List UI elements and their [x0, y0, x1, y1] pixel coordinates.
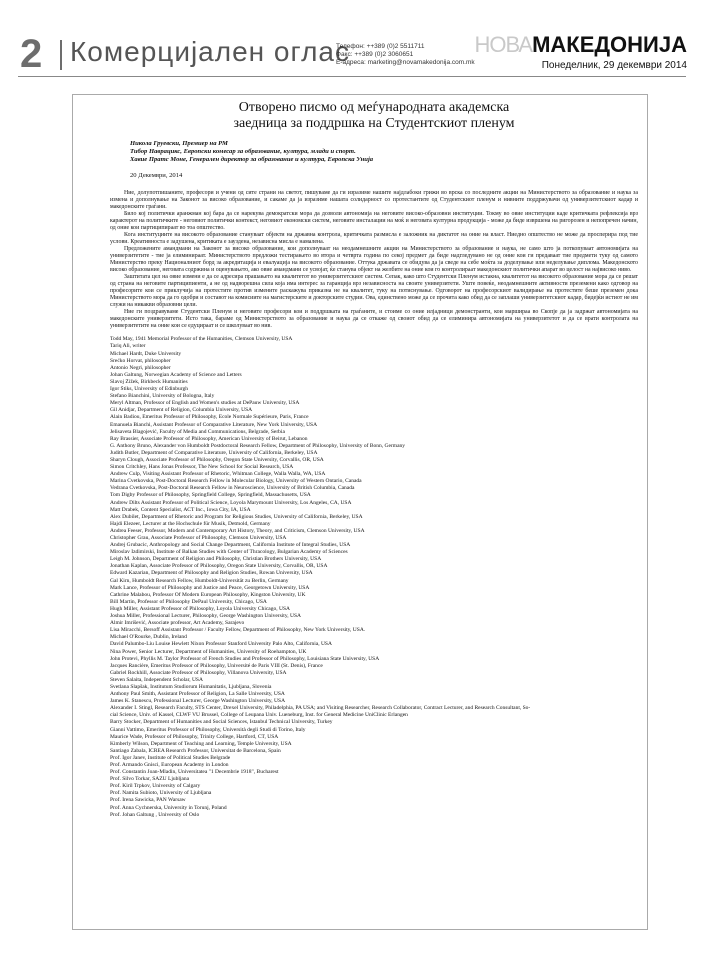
- letter-date: 20 Декември, 2014: [130, 172, 183, 180]
- newspaper-header: [0, 0, 703, 80]
- signatory: Jacques Rancière, Emeritus Professor of Philosophy, Université de Paris VIII (St. Denis), France: [110, 662, 323, 669]
- signatory: Alexander I. Stingl, Research Faculty, STS Center, Drexel University, Philadelphia, PA USA; and Visiting Researcher, Research Collaborator, Contract Lecturer, and Research Consultant, So-: [110, 705, 531, 712]
- signatory: Todd May, 1941 Memorial Professor of the Humanities, Clemson University, USA: [110, 336, 293, 343]
- contact-email: Е-адреса: marketing@novamakedonija.com.mk: [336, 59, 475, 66]
- signatory: Emanuela Bianchi, Assistant Professor of Comparative Literature, New York University, USA: [110, 421, 318, 428]
- signatory: John Protevi, Phyllis M. Taylor Professor of French Studies and Professor of Philosophy, Louisiana State University, USA: [110, 655, 380, 662]
- signatory: Andrej Grubacic, Anthropology and Social Change Department, California Institute of Integral Studies, USA: [110, 542, 351, 549]
- signatory: Alain Badiou, Emeritus Professor of Philosophy, Ecole Normale Supérieure, Paris, France: [110, 414, 309, 421]
- signatory: Barry Stocker, Department of Humanities and Social Sciences, Istanbul Technical University, Turkey: [110, 719, 333, 726]
- letter-title-line2: заедница за поддршка на Студентскиот пленум: [233, 116, 515, 131]
- signatory: Edward Kazarian, Department of Philosophy and Religion Studies, Rowan University, USA: [110, 570, 313, 577]
- addressee: Хавие Пратс Моне, Генерален директор за образование и култура, Европска Унија: [130, 155, 374, 163]
- signatory: Santiago Zabala, ICREA Research Professor, Universitat de Barcelona, Spain: [110, 747, 281, 754]
- signatory: Meryl Altman, Professor of English and Women's studies at DePauw University, USA: [110, 400, 300, 407]
- signatory: Simon Critchley, Hans Jonas Professor, The New School for Social Research, USA: [110, 464, 294, 471]
- header-rule: [18, 76, 686, 77]
- signatory: Igor Štiks, University of Edinburgh: [110, 386, 188, 393]
- signatory: Gabriel Rockhill, Associate Professor of Philosophy, Villanova University, USA: [110, 669, 287, 676]
- signatory: Andrew Culp, Visiting Assistant Professor of Rhetoric, Whitman College, Walla Walla, WA, USA: [110, 471, 326, 478]
- contact-fax: Факс: ++389 (0)2 3060651: [336, 51, 414, 58]
- signatory-list: [110, 336, 638, 818]
- letter-title: [110, 100, 638, 132]
- signatory: Cathrine Malabou, Professor Of Modern European Philosophy, Kingston University, UK: [110, 591, 306, 598]
- signatory: Johan Galtung, Norwegian Academy of Science and Letters: [110, 371, 242, 378]
- signatory: Hajdi Elezeer, Lecturer at the Hochschule für Musik, Detmold, Germany: [110, 520, 271, 527]
- signatory: Anthony Paul Smith, Assistant Professor of Religion, La Salle University, USA: [110, 691, 285, 698]
- signatory: Prof. Namita Subioto, University of Ljubljana: [110, 790, 212, 797]
- letter-paragraph: Ние, долупотпишаните, професори и учени од сите страни на светот, пишуваме да ги изразиме нашите најдлабоки грижи во врска со последните акции на Министерството за образование и наука за измена и дополнување на Законот за високо образование, и сакаме да ја изразиме нашата солидарност со протестантите од Студентскиот пленум и нивните поддржувачи од универзитетскиот кадар и македонските граѓани.: [110, 190, 638, 211]
- signatory: Michael O'Rourke, Dublin, Ireland: [110, 634, 187, 641]
- signatory: Andrea Feeser, Professor, Modern and Contemporary Art History, Theory, and Criticism, Clemson University, USA: [110, 527, 365, 534]
- signatory: Miroslav Izdimirski, Institute of Balkan Studies with Center of Thracology, Bulgarian Academy of Sciences: [110, 549, 348, 556]
- letter-paragraph: Кога институциите на високото образование стануваат објекти на државна контрола, критичката размисла е заложник на диктатот на оние на власт. Ниедно општество не може да просперира под тие услови. Креативноста е задушена, критиката е зауздена, независна мисла е намалена.: [110, 232, 638, 246]
- signatory: Prof. Silvo Torkar, SAZU Ljubljana: [110, 776, 190, 783]
- signatory: Michael Hardt, Duke University: [110, 350, 182, 357]
- signatory: Hugh Miller, Assistant Professor of Philosophy, Loyola University Chicago, USA: [110, 605, 290, 612]
- signatory: Prof. Johan Galtung , University of Oslo: [110, 811, 200, 818]
- signatory: Bill Martin, Professor of Philosophy DePaul University, Chicago, USA: [110, 598, 267, 605]
- signatory: Ray Brassier, Associate Professor of Philosophy, American University of Beirut, Lebanon: [110, 435, 308, 442]
- letter-paragraph: Ние ги поздравуваме Студентски Пленум и неговите професори кои и поддршката на граѓаните, и стоиме со оние илјадници демонстранти, кои маршираа во Скопје да ја задржат автономијата на македонските универзитети. Исто така, бараме од Министерството за образование и наука да се откаже од своиот обид да се елиминира автономијата на универзитетот и да се врати контролата на универзитетите на оние кои се едуцираат и се школуваат во нив.: [110, 309, 638, 330]
- signatory: David Palumbo-Liu Louise Hewlett Nixon Professor Stanford University Palo Alto, California, USA: [110, 641, 332, 648]
- signatory: Matt Drabek, Content Specialist, ACT Inc., Iowa City, IA, USA: [110, 506, 251, 513]
- issue-date: Понеделник, 29 декември 2014: [541, 60, 687, 71]
- signatory: Almir Imrišević, Associate professor, Art Academy, Sarajevo: [110, 620, 245, 627]
- addressee: Никола Груевски, Премиер на РМ: [130, 140, 228, 147]
- signatory: Steven Salaita, Independent Scholar, USA: [110, 676, 203, 683]
- signatory: Antonio Negri, philosopher: [110, 364, 171, 371]
- signatory: Alex Dubilet, Department of Rhetoric and Program for Religious Studies, University of California, Berkeley, USA: [110, 513, 363, 520]
- signatory: Gianni Vattimo, Emeritus Professor of Philosophy, Università degli Studi di Torino, Italy: [110, 726, 306, 733]
- signatory: Maurice Wade, Professor of Philosophy, Trinity College, Hartford, CT, USA: [110, 733, 279, 740]
- signatory: Vedrana Cvetkovska, Post-Doctoral Research Fellow in Neuroscience, University of British Columbia, Canada: [110, 485, 355, 492]
- signatory: cial Science, Univ. of Kassel, CLWF VU Brussel, College of Leupana Univ. Lueneburg, Inst. for General Medicine UniClinic Erlangen: [110, 712, 408, 719]
- signatory: Judith Butler, Department of Comparative Literature, University of California, Berkeley, USA: [110, 449, 318, 456]
- signatory: Jonathan Kaplan, Associate Professor of Philosophy, Oregon State University, Corvallis, OR, USA: [110, 563, 328, 570]
- signatory: Joshua Miller, Professional Lecturer, Philosophy, George Washington University, USA: [110, 613, 301, 620]
- signatory: Prof. Igor Janev, Institute of Political Studies Belgrade: [110, 754, 231, 761]
- signatory: Prof. Constantin Joan-Mladin, Universitatea "1 Decembrie 1918", Bucharest: [110, 769, 279, 776]
- signatory: Kimberly Wilson, Department of Teaching and Learning, Temple University, USA: [110, 740, 292, 747]
- signatory: Prof. Anna Cychnerska, University in Torunj, Poland: [110, 804, 227, 811]
- letter-paragraph: Заштитата цел на овие измени е да се адресира прашањето на квалитетот во универзитетскиот систем. Сепак, како што Студентски Пленум истакна, квалитетот на високото образование мора да се решат од страна на неговите партиципиенти, а не од надворешна сила која има интерес за гаранција врз независноста на своите универзитети. Уште повеќе, неодамнешните активности преземени како одговор на професорите кои се приклучија на протестите против измените раскажува приказна не на квалитет, туку на потиснување. Одговорот на професорскиот валидирање на протестите беше преземен докa Министерството мора да го одобри и составот на комисиите на магистерските и докторските студии. Ова, единствено може да се прочита како обид да се заплаши универзитетскиот кадар, бидејќи истиот не им служи на никакви образовни цели.: [110, 274, 638, 309]
- signatory: Srećko Horvat, philosopher: [110, 357, 171, 364]
- contact-phone: Телефон: ++389 (0)2 5511711: [336, 43, 425, 50]
- letter-paragraph: Предложените амандмани на Законот за високо образование, кои дополнуваат на неодамнешните акции на Министерството за образование и наука, не само што ја поткопуваат автономијата на универзитетите - тие ја елиминираат. Министерството предложи тестирањето во втора и четврта година по секој предмет да биде надгледувано не од оние кои ги предаваат тие предмети туку од самото Министерство преку Националниот борд за акредитација и евалуација на високото образование. Оттука државата се обидува да ја сведе на себе моќта за доделување или неделување диплома. Македонското високо образование, неговата содржина и оценувањето, ако овие амандмани се усвојат, ќе станува објект на желбите на оние кои го контролираат македонскиот политички апарат во целост на највисоко ниво.: [110, 246, 638, 274]
- logo-part1: НОВА: [474, 32, 533, 57]
- signatory: G. Anthony Bruno, Alexander von Humboldt Postdoctoral Research Fellow, Department of Philosophy, University of Bonn, Germany: [110, 442, 406, 449]
- signatory: Tariq Ali, writer: [110, 343, 146, 350]
- letter-title-line1: Отворено писмо од меѓународната академска: [238, 100, 510, 115]
- signatory: Tom Digby Professor of Philosophy, Springfield College, Springfield, Massachusetts, USA: [110, 492, 311, 499]
- signatory: Slavoj Žižek, Birkbeck Humanities: [110, 378, 188, 385]
- logo-part2: МАКЕДОНИЈА: [532, 32, 687, 57]
- signatory: Andrew Dilts Assistant Professor of Political Science, Loyola Marymount University, Los Angeles, CA, USA: [110, 499, 352, 506]
- signatory: Lisa Miracchi, Bersoff Assistant Professor / Faculty Fellow, Department of Philosophy, New York University, USA.: [110, 627, 366, 634]
- newspaper-logo: [474, 34, 687, 56]
- contact-info: [336, 43, 475, 67]
- signatory: Christopher Grau, Associate Professor of Philosophy, Clemson University, USA: [110, 535, 287, 542]
- letter-body: [110, 190, 638, 330]
- signatory: Mark Lance, Professor of Philosophy and Justice and Peace, Georgetown University, USA: [110, 584, 310, 591]
- signatory: Jelisaveta Blagojević, Faculty of Media and Communications, Belgrade, Serbia: [110, 428, 285, 435]
- signatory: Svetlana Slapšak, Institutum Studiorum Humanitatis, Ljubljana, Slovenia: [110, 683, 272, 690]
- section-title: Комерцијален оглас: [70, 36, 350, 67]
- signatory: James K. Stanescu, Professional Lecturer, George Washington University, USA: [110, 698, 286, 705]
- signatory: Nina Power, Senior Lecturer, Department of Humanities, University of Roehampton, UK: [110, 648, 307, 655]
- page-number: 2: [20, 32, 43, 76]
- signatory: Prof. Kiril Trpkov, University of Calgary: [110, 783, 201, 790]
- letter-paragraph: Било кој политички аранжман кој бара да се нарекува демократски мора да дозволи автономија на неговите високо-образовни институции. Токму во овие институции каде критичката рефлексија врз карактерот на политичките - неговиот политички контекст, неговиот економски систем, неговите инсталации на моќ и неговата културна продукција - може да биде извршена на ригорозен и непопречен начин, од оние кои партиципираат во тоа општество.: [110, 211, 638, 232]
- addressee: Тибор Наврацикс, Европски комесар за образование, култура, млади и спорт.: [130, 147, 356, 155]
- signatory: Gal Kirn, Humboldt Research Fellow, Humboldt-Universität zu Berlin, Germany: [110, 577, 289, 584]
- signatory: Gil Anidjar, Department of Religion, Columbia University, USA: [110, 407, 253, 414]
- signatory: Marina Cvetkovska, Post-Doctoral Research Fellow in Molecular Biology, University of Western Ontario, Canada: [110, 478, 362, 485]
- signatory: Sharyn Clough, Associate Professor of Philosophy, Oregon State University, Corvallis, OR, USA: [110, 456, 324, 463]
- signatory: Prof. Armando Gnisci, European Academy in London: [110, 762, 229, 769]
- addressees: [130, 140, 638, 163]
- header-divider: [60, 40, 62, 70]
- open-letter: [110, 100, 638, 819]
- signatory: Prof. Irena Sawicka, PAN Warsaw: [110, 797, 186, 804]
- signatory: Leigh M. Johnson, Department of Religion and Philosophy, Christian Brothers University, USA: [110, 556, 322, 563]
- signatory: Stefano Bianchini, University of Bologna, Italy: [110, 393, 215, 400]
